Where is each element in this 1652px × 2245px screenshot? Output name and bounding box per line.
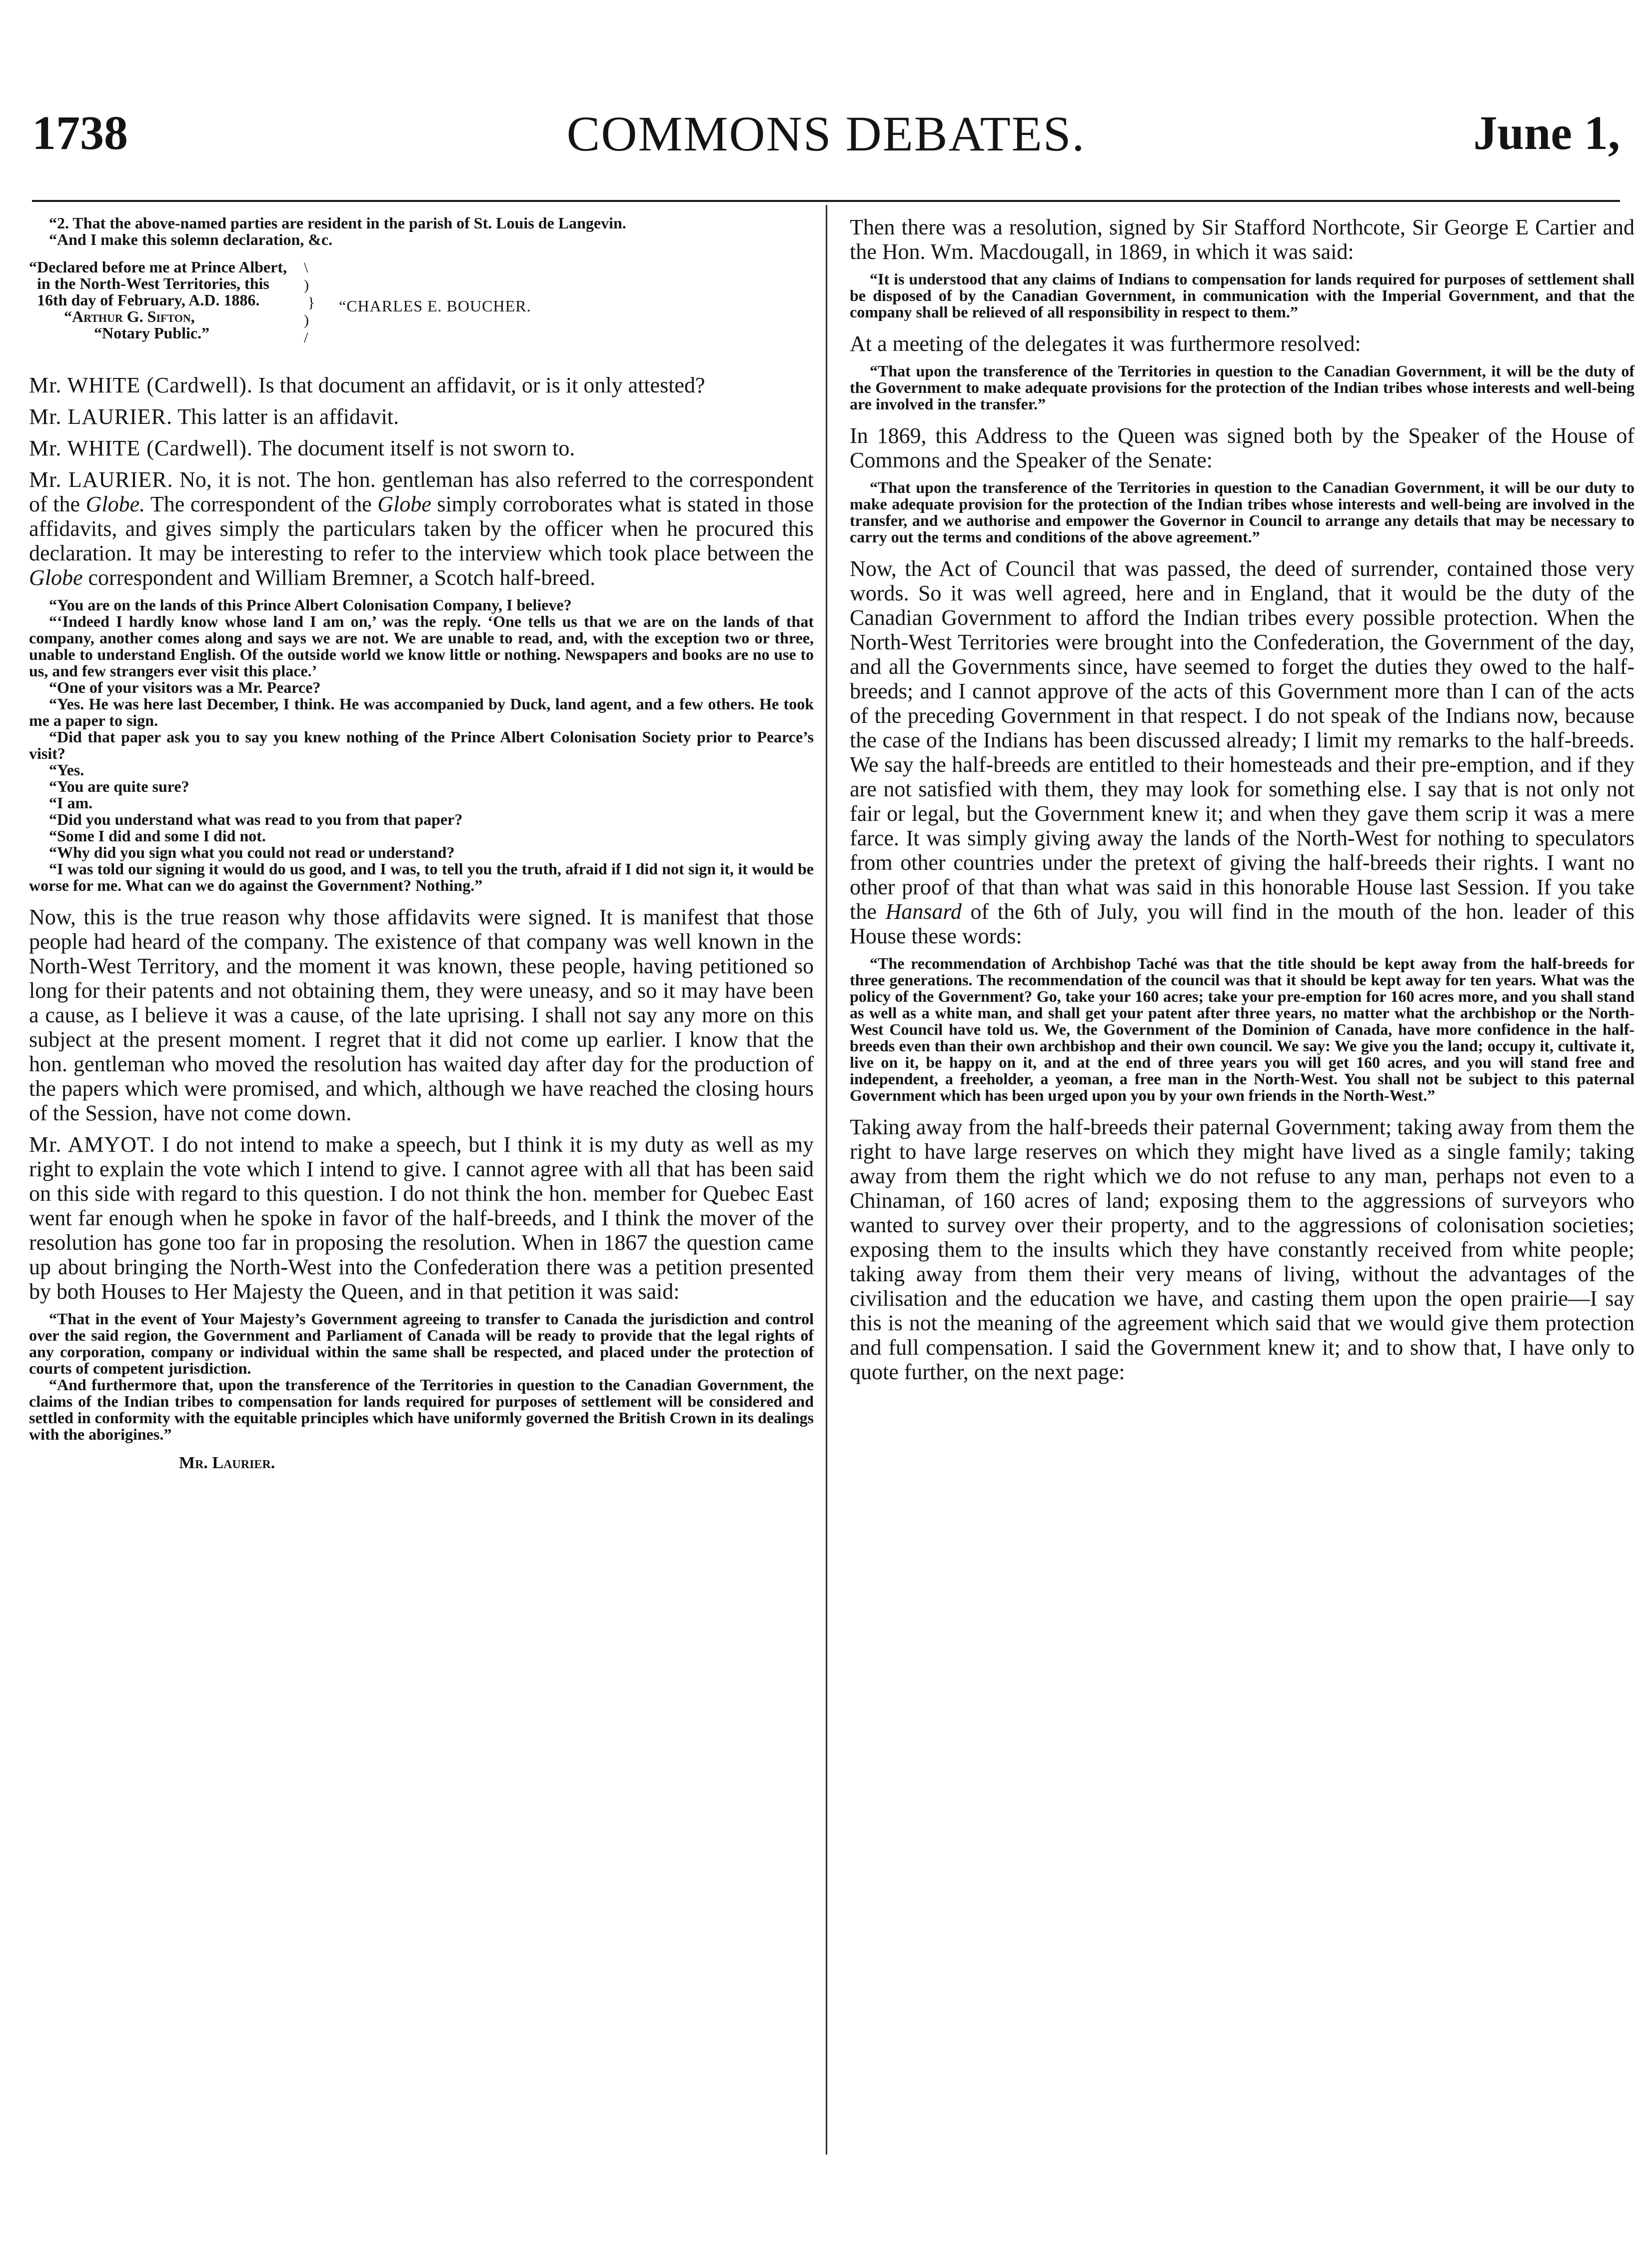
paragraph — [850, 556, 1635, 948]
italic-term: Globe. — [85, 492, 145, 516]
speaker-name: Mr. WHITE (Cardwell). — [29, 373, 253, 397]
quote-line: “And I make this solemn declaration, &c. — [49, 230, 333, 248]
quote-line: “The recommendation of Archbishop Taché was that the title should be kept away from the half-breeds for three generations. The recommendation of the council was that it should be kept away for ten years. What was the policy of the Government? Go, take your 160 acres; take your pre-emption for 160 acres more, and you shall stand as well as a white man, and shall get your patent after three years, no matter what the archbishop or the North-West Council have told us. We, the Government of the Dominion of Canada, have more confidence in the half-breeds even than their own archbishop and their own council. We say: We give you the land; occupy it, cultivate it, live on it, be happy on it, and at the end of three years you will get 160 acres, and you will stand free and independent, a freeholder, a yeoman, a free man in the North-West. You shall not be subject to this paternal Government which has been urged upon you by your own friends in the North-West.” — [850, 954, 1635, 1104]
paragraph — [29, 436, 814, 460]
quote-petition — [29, 1311, 814, 1443]
speech-text: correspondent and William Bremner, a Scotch half-breed. — [88, 565, 596, 590]
page-number: 1738 — [32, 106, 128, 159]
paragraph: At a meeting of the delegates it was furthermore resolved: — [850, 331, 1361, 356]
quote-line: “You are quite sure? — [49, 777, 189, 795]
quote-declaration-clause — [29, 215, 814, 248]
italic-term: Globe — [377, 492, 431, 516]
paragraph: Taking away from the half-breeds their paternal Government; taking away from them the right to have large reserves on which they might have lived as a single family; taking away from them the right which we do not refuse to any man, perhaps not even to a Chinaman, of 160 acres of land; exposing them to the aggressions of surveyors who wanted to survey over their property, and to the aggressions of colonisation societies; exposing them to the insults which they have constantly received from white people; taking away from them their very means of living, without the advantages of the civilisation and the education we have, and casting them upon the open prairie—I say this is not the meaning of the agreement which said that we would give them protection and full compensation. I said the Government knew it; and to show that, I have only to quote further, on the next page: — [850, 1115, 1635, 1384]
speech-text: simply corroborates what is stated in those affidavits, and gives simply the particulars taken by the officer when he procured this declaration. It may be interesting to refer to the interview which took place between the — [29, 492, 814, 565]
left-column — [29, 215, 814, 1473]
paragraph: Then there was a resolution, signed by Sir Stafford Northcote, Sir George E Cartier and the Hon. Wm. Macdougall, in 1869, in which it was said: — [850, 215, 1635, 264]
quote-hansard — [850, 955, 1635, 1104]
declaration-line: in the North-West Territories, this — [37, 274, 269, 292]
right-column — [850, 215, 1635, 1391]
paragraph: Now, this is the true reason why those affidavits were signed. It is manifest that those people had heard of the company. The existence of that company was well known in the North-West Territory, and the moment it was known, these people, having petitioned so long for their patents and not obtaining them, they were uneasy, and so it may have been a cause, as I believe it was a cause, of the late uprising. I shall not say any more on this subject at the present moment. I regret that it did not come up earlier. I know that the hon. gentleman who moved the resolution has waited day after day for the production of the papers which were promised, and which, although we have reached the closing hours of the Session, have not come down. — [29, 905, 814, 1125]
quote-line: “I was told our signing it would do us good, and I was, to tell you the truth, afraid if I did not sign it, it would be worse for me. What can we do against the Government? Nothing.” — [29, 860, 814, 894]
quote-delegates — [850, 363, 1635, 412]
quote-address — [850, 479, 1635, 545]
quote-line: “‘Indeed I hardly know whose land I am on,’ was the reply. ‘One tells us that we are on the lands of that company, another comes along and says we are not. We are unable to read, and, with the exception two or three, unable to understand English. Of the outside world we know little or nothing. Newspapers and books are no use to us, and few strangers ever visit this place.’ — [29, 612, 814, 680]
speech-text: This latter is an affidavit. — [177, 404, 399, 429]
quote-line: “I am. — [49, 794, 93, 812]
quote-line: “Why did you sign what you could not read or understand? — [49, 843, 455, 861]
quote-line: “And furthermore that, upon the transference of the Territories in question to the Canadian Government, the claims of the Indian tribes to compensation for lands required for purposes of settlement will be considered and settled in conformity with the equitable principles which have uniformly governed the British Crown in its dealings with the aborigines.” — [29, 1376, 814, 1443]
speaker-name: Mr. LAURIER. — [29, 404, 172, 429]
quote-line: “Yes. — [49, 761, 84, 779]
quote-interview — [29, 597, 814, 894]
quote-line: “Did that paper ask you to say you knew nothing of the Prince Albert Colonisation Society prior to Pearce’s visit? — [29, 728, 814, 762]
quote-line: “2. That the above-named parties are resident in the parish of St. Louis de Langevin. — [49, 214, 626, 232]
speech-text: Now, the Act of Council that was passed, the deed of surrender, contained those very words. So it was well agreed, here and in England, that it would be the duty of the Canadian Government to afford the Indian tribes every possible protection. When the North-West Territories were brought into the Confederation, the Government of the day, and all the Governments since, have seemed to forget the duties they owed to the half-breeds; and I cannot approve of the acts of this Government more than I can of the acts of the preceding Government in that respect. I do not speak of the Indians now, because the case of the Indians has been discussed already; I limit my remarks to the half-breeds. We say the half-breeds are entitled to their homesteads and their pre-emption, and if they are not satisfied with them, they may look for something else. I say that is not only not fair or legal, but the Government knew it; and when they gave them scrip it was a mere farce. It was simply giving away the lands of the North-West for nothing to speculators from other countries under the pretext of giving the half-breeds their rights. I want no other proof of that than what was said in this honorable House last Session. If you take the — [850, 556, 1635, 924]
declaration-line: “Arthur G. Sifton, — [64, 307, 195, 325]
quote-line: “That upon the transference of the Territories in question to the Canadian Government, it will be our duty to make adequate provision for the protection of the Indian tribes whose interests and well-being are involved in the transfer, and we authorise and empower the Governor in Council to arrange any details that may be necessary to carry out the terms and conditions of the above agreement.” — [850, 478, 1635, 546]
quote-line: “That upon the transference of the Territories in question to the Canadian Government, it will be the duty of the Government to make adequate provisions for the protection of the Indian tribes whose interests and well-being are involved in the transfer.” — [850, 362, 1635, 413]
quote-line: “One of your visitors was a Mr. Pearce? — [49, 678, 321, 696]
speaker-name: Mr. LAURIER. — [29, 467, 173, 492]
declaration-block — [29, 259, 814, 364]
column-divider — [826, 205, 827, 2155]
speech-text: No, it is not. The hon. gentleman has also referred to the correspondent of the — [29, 467, 814, 516]
header-date: June 1, — [1473, 106, 1620, 159]
speaker-name: Mr. WHITE (Cardwell). — [29, 436, 253, 460]
declaration-line: “Declared before me at Prince Albert, — [29, 258, 287, 276]
paragraph — [29, 404, 814, 429]
speech-text: I do not intend to make a speech, but I think it is my duty as well as my right to explain the vote which I intend to give. I cannot agree with all that has been said on this side with regard to this question. I do not think the hon. member for Quebec East went far enough when he spoke in favor of the half-breeds, and I think the mover of the resolution has gone too far in proposing the resolution. When in 1867 the question came up about bringing the North-West into the Confederation there was a petition presented by both Houses to Her Majesty the Queen, and in that petition it was said: — [29, 1132, 814, 1304]
paragraph — [29, 467, 814, 590]
speech-text: of the 6th of July, you will find in the mouth of the hon. leader of this House these words: — [850, 899, 1635, 948]
declaration-line: 16th day of February, A.D. 1886. — [37, 291, 260, 309]
footer-speaker: Mr. Laurier. — [179, 1454, 275, 1472]
quote-line: “Yes. He was here last December, I think. He was accompanied by Duck, land agent, and a few others. He took me a paper to sign. — [29, 695, 814, 729]
quote-line: “It is understood that any claims of Indians to compensation for lands required for purposes of settlement shall be disposed of by the Canadian Government, in communication with the Imperial Government, and that the company shall be relieved of all responsibility in respect to them.” — [850, 270, 1635, 321]
quote-line: “Some I did and some I did not. — [49, 827, 266, 845]
quote-line: “Did you understand what was read to you from that paper? — [49, 810, 463, 828]
paragraph — [29, 373, 814, 397]
speech-text: The correspondent of the — [150, 492, 372, 516]
italic-term: Globe — [29, 565, 83, 590]
quote-line: “You are on the lands of this Prince Albert Colonisation Company, I believe? — [49, 596, 572, 614]
publication-title: COMMONS DEBATES. — [566, 106, 1086, 161]
speech-text: The document itself is not sworn to. — [258, 436, 575, 460]
declaration-line: “Notary Public.” — [94, 324, 210, 342]
paragraph — [29, 1132, 814, 1304]
page-header — [32, 105, 1620, 185]
header-rule — [32, 200, 1620, 202]
italic-term: Hansard — [885, 899, 962, 924]
speech-text: Is that document an affidavit, or is it only attested? — [258, 373, 705, 397]
declaration-bracket: \ ) } ) / — [304, 259, 315, 346]
declaration-signature: “CHARLES E. BOUCHER. — [339, 297, 531, 315]
quote-resolution — [850, 271, 1635, 320]
quote-line: “That in the event of Your Majesty’s Government agreeing to transfer to Canada the jurisdiction and control over the said region, the Government and Parliament of Canada will be ready to provide that the legal rights of any corporation, company or individual within the same shall be respected, and placed under the protection of courts of competent jurisdiction. — [29, 1310, 814, 1377]
paragraph: In 1869, this Address to the Queen was signed both by the Speaker of the House of Commons and the Speaker of the Senate: — [850, 423, 1635, 472]
speaker-name: Mr. AMYOT. — [29, 1132, 155, 1157]
